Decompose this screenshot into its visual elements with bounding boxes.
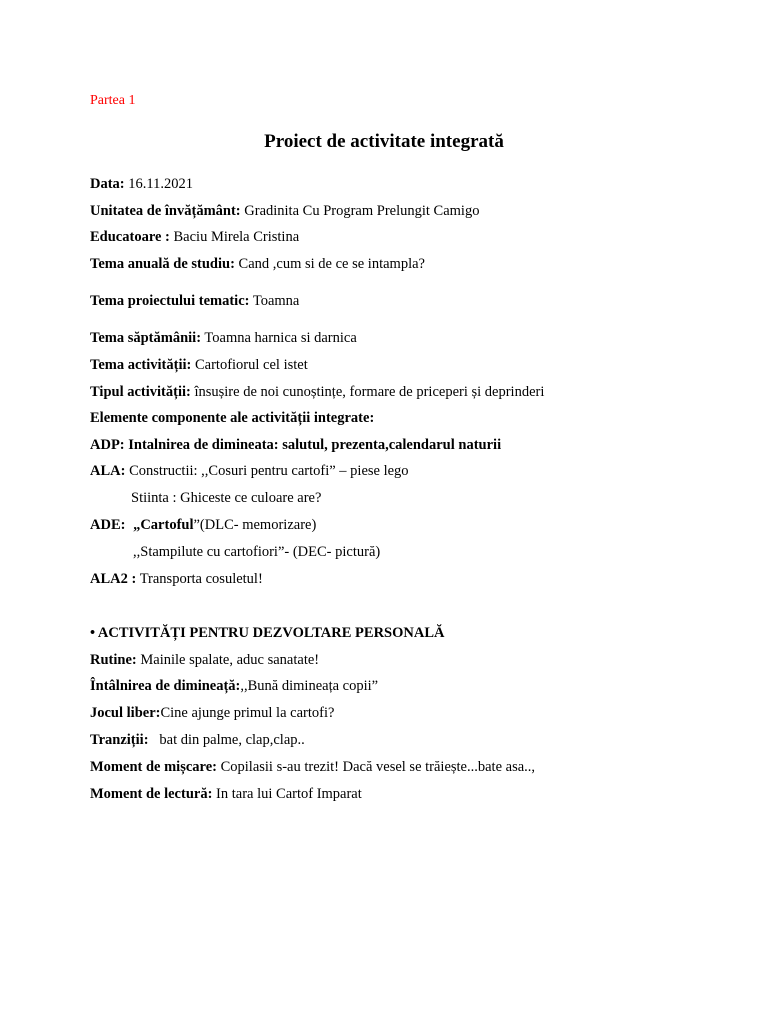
field-activity-type — [90, 383, 544, 401]
field-value: Cartofiorul cel istet — [191, 357, 308, 373]
field-label: Tipul activității: — [90, 384, 191, 400]
ala2-value: Transporta cosuletul! — [136, 571, 263, 587]
field-value: Gradinita Cu Program Prelungit Camigo — [240, 203, 480, 219]
field-value: Baciu Mirela Cristina — [169, 229, 300, 245]
ala-label: ALA: — [90, 463, 126, 479]
item-label: Rutine: — [90, 652, 137, 668]
field-week-theme — [90, 329, 357, 347]
item-value: In tara lui Cartof Imparat — [212, 786, 362, 802]
personal-heading-text: • ACTIVITĂȚI PENTRU DEZVOLTARE PERSONALĂ — [90, 625, 445, 641]
ala2-label: ALA2 : — [90, 571, 137, 587]
ala-value: Constructii: ,,Cosuri pentru cartofi” – piese lego — [125, 463, 409, 479]
ade-value: ”(DLC- memorizare) — [193, 517, 317, 533]
ala2-line — [90, 570, 263, 588]
ade-sub-line: ,,Stampilute cu cartofiori”- (DEC- pictură) — [133, 544, 381, 560]
components-heading-text: Elemente componente ale activității integrate: — [90, 410, 375, 426]
adp-text: ADP: Intalnirea de dimineata: salutul, prezenta,calendarul naturii — [90, 437, 502, 453]
field-annual-theme — [90, 255, 425, 273]
components-heading — [90, 409, 374, 427]
field-value: 16.11.2021 — [124, 176, 193, 192]
page-title: Proiect de activitate integrată — [264, 131, 504, 152]
personal-item-morning — [90, 677, 378, 695]
field-label: Tema activității: — [90, 357, 192, 373]
field-teacher — [90, 228, 299, 246]
field-project-theme — [90, 292, 299, 310]
field-value: Cand ,cum si de ce se intampla? — [234, 256, 425, 272]
field-activity-theme — [90, 356, 308, 374]
item-value: bat din palme, clap,clap.. — [148, 732, 305, 748]
field-label: Educatoare : — [90, 229, 170, 245]
personal-item-transitions — [90, 731, 305, 749]
field-date — [90, 175, 193, 193]
ala-line — [90, 462, 409, 480]
item-label: Întâlnirea de dimineață: — [90, 678, 241, 694]
ala-sub-line: Stiinta : Ghiceste ce culoare are? — [131, 490, 322, 506]
part-label: Partea 1 — [90, 93, 136, 108]
item-value: Mainile spalate, aduc sanatate! — [136, 652, 320, 668]
item-label: Moment de lectură: — [90, 786, 213, 802]
personal-item-routines — [90, 651, 319, 669]
item-label: Jocul liber: — [90, 705, 161, 721]
field-label: Tema săptămânii: — [90, 330, 202, 346]
personal-item-free-play — [90, 704, 334, 722]
item-label: Moment de mișcare: — [90, 759, 217, 775]
item-value: Cine ajunge primul la cartofi? — [160, 705, 335, 721]
field-label: Data: — [90, 176, 125, 192]
personal-item-movement — [90, 758, 535, 776]
field-value: însușire de noi cunoștințe, formare de priceperi și deprinderi — [190, 384, 545, 400]
item-value: Copilasii s-au trezit! Dacă vesel se trăiește...bate asa.., — [216, 759, 536, 775]
personal-item-reading — [90, 785, 362, 803]
personal-heading — [90, 624, 444, 642]
ade-quote: „Cartoful — [129, 517, 194, 533]
field-label: Tema anuală de studiu: — [90, 256, 235, 272]
field-label: Tema proiectului tematic: — [90, 293, 250, 309]
field-value: Toamna harnica si darnica — [201, 330, 357, 346]
item-value: ,,Bună dimineața copii” — [240, 678, 379, 694]
ade-line — [90, 516, 316, 534]
item-label: Tranziții: — [90, 732, 149, 748]
ade-label: ADE: — [90, 517, 126, 533]
field-value: Toamna — [249, 293, 300, 309]
field-label: Unitatea de învățământ: — [90, 203, 241, 219]
field-unit — [90, 202, 479, 220]
adp-line — [90, 436, 501, 454]
